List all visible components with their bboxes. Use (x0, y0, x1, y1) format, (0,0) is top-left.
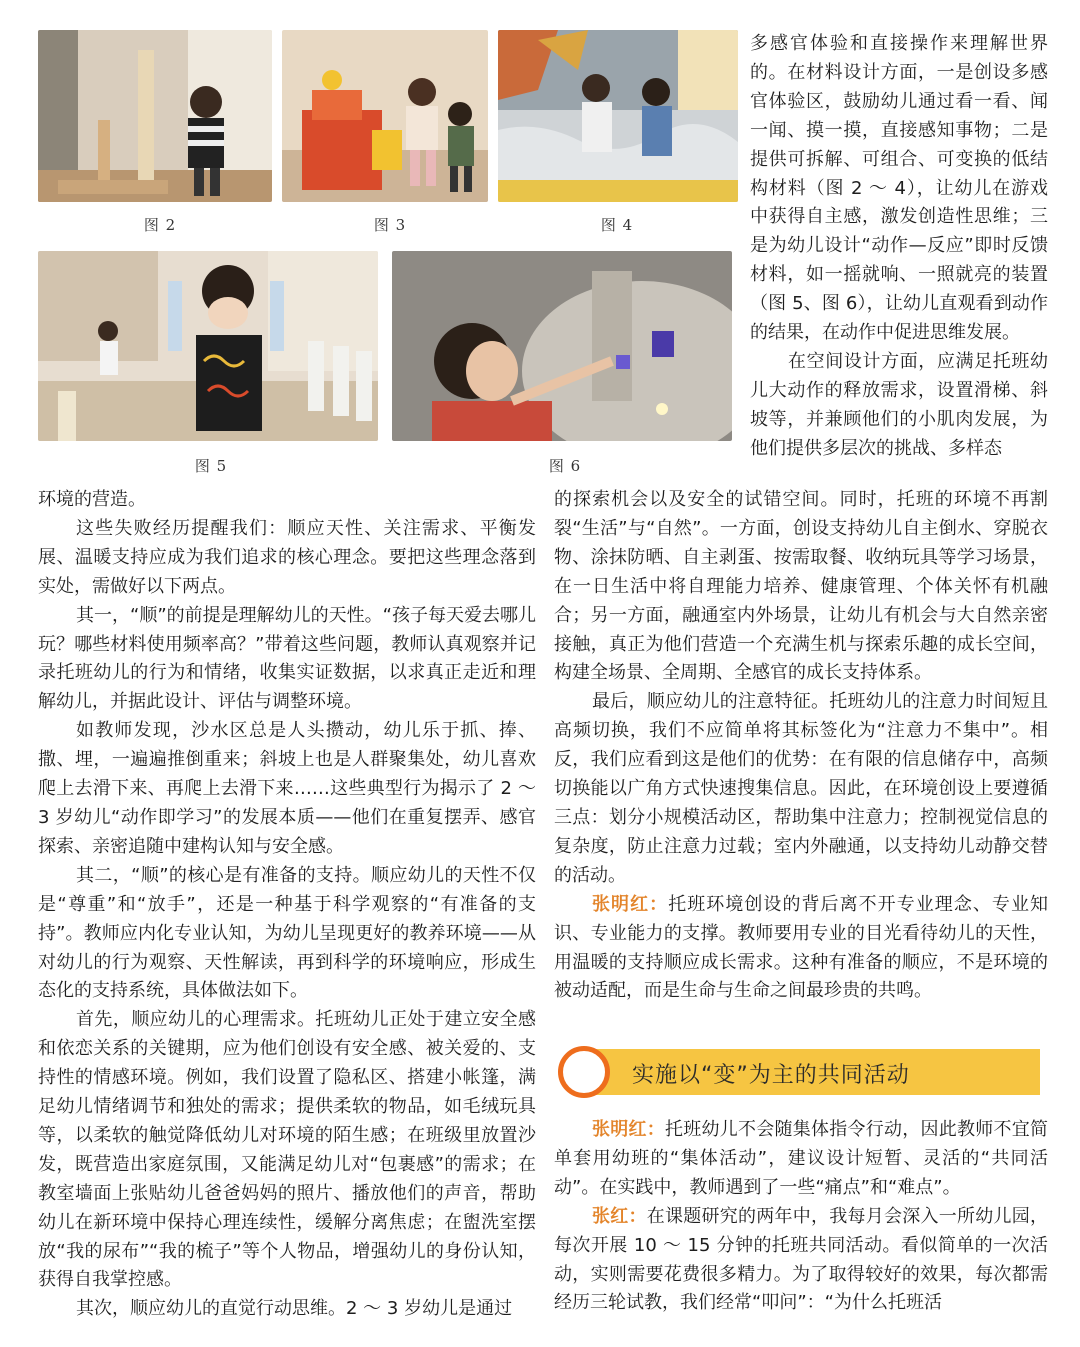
paragraph-text: 在课题研究的两年中，我每月会深入一所幼儿园，每次开展 10 ～ 15 分钟的托班共同活动。看似简单的一次活动，实则需要花费很多精力。为了取得较好的效果，每次都需经历三轮试教，我们经常“叩问”：“为什么托班活 (554, 1205, 1048, 1314)
paragraph: 最后，顺应幼儿的注意特征。托班幼儿的注意力时间短且高频切换，我们不应简单将其标签化为“注意力不集中”。相反，我们应看到这是他们的优势：在有限的信息储存中，高频切换能以广角方式快速搜集信息。因此，在环境创设上要遵循三点：划分小规模活动区，帮助集中注意力；控制视觉信息的复杂度，防止注意力过载；室内外融通，以支持幼儿动静交替的活动。 (554, 691, 1048, 886)
paragraph: 如教师发现，沙水区总是人头攒动，幼儿乐于抓、捧、撒、埋，一遍遍推倒重来；斜坡上也是人群聚集处，幼儿喜欢爬上去滑下来、再爬上去滑下来……这些典型行为揭示了 2 ～ 3 岁幼儿“动作即学习”的发展本质——他们在重复摆弄、感官探索、亲密追随中建构认知与安全感。 (38, 720, 536, 857)
figure-3-photo (282, 30, 488, 202)
paragraph: 这些失败经历提醒我们：顺应天性、关注需求、平衡发展、温暖支持应成为我们追求的核心理念。要把这些理念落到实处，需做好以下两点。 (38, 517, 536, 597)
paragraph: 的探索机会以及安全的试错空间。同时，托班的环境不再割裂“生活”与“自然”。一方面，创设支持幼儿自主倒水、穿脱衣物、涂抹防晒、自主剥蛋、按需取餐、收纳玩具等学习场景，在一日生活中将自理能力培养、健康管理、个体关怀有机融合；另一方面，融通室内外场景，让幼儿有机会与大自然亲密接触，真正为他们营造一个充满生机与探索乐趣的成长空间，构建全场景、全周期、全感官的成长支持体系。 (554, 489, 1048, 684)
left-column (38, 486, 536, 1324)
paragraph: 其二，“顺”的核心是有准备的支持。顺应幼儿的天性不仅是“尊重”和“放手”，还是一种基于科学观察的“有准备的支持”。教师应内化专业认知，为幼儿呈现更好的教养环境——从对幼儿的行为观察、天性解读，再到科学的环境响应，形成生态化的支持系统，具体做法如下。 (38, 864, 536, 1002)
paragraph (554, 1116, 1048, 1203)
figure-5-photo (38, 251, 378, 441)
paragraph: 首先，顺应幼儿的心理需求。托班幼儿正处于建立安全感和依恋关系的关键期，应为他们创设有安全感、被关爱的、支持性的情感环境。例如，我们设置了隐私区、搭建小帐篷，满足幼儿情绪调节和独处的需求；提供柔软的物品，如毛绒玩具等，以柔软的触觉降低幼儿对环境的陌生感；在班级里放置沙发，既营造出家庭氛围，又能满足幼儿对“包裹感”的需求；在教室墙面上张贴幼儿爸爸妈妈的照片、播放他们的声音，帮助幼儿在新环境中保持心理连续性，缓解分离焦虑；在盥洗室摆放“我的尿布”“我的梳子”等个人物品，增强幼儿的身份认知，获得自我掌控感。 (38, 1009, 536, 1291)
paragraph: 其次，顺应幼儿的直觉行动思维。2 ～ 3 岁幼儿是通过 (76, 1298, 513, 1320)
speaker-name: 张明红： (592, 893, 669, 915)
figure-3-caption: 图 3 (373, 216, 407, 234)
figure-6-caption: 图 6 (548, 457, 582, 475)
figure-4-caption: 图 4 (600, 216, 634, 234)
paragraph: 环境的营造。 (38, 489, 146, 510)
section-heading (552, 1040, 1044, 1110)
paragraph (554, 1203, 1048, 1319)
speaker-name: 张明红： (592, 1119, 665, 1140)
paragraph-text: 托班环境创设的背后离不开专业理念、专业知识、专业能力的支撑。教师要用专业的目光看待幼儿的天性，用温暖的支持顺应成长需求。这种有准备的顺应，不是环境的被动适配，而是生命与生命之间最珍贵的共鸣。 (554, 893, 1049, 1002)
right-column-upper (554, 486, 1048, 1006)
right-column-lower (554, 1116, 1048, 1318)
figure-2-caption: 图 2 (143, 216, 177, 234)
paragraph: 其一，“顺”的前提是理解幼儿的天性。“孩子每天爱去哪儿玩？哪些材料使用频率高？”带着这些问题，教师认真观察并记录托班幼儿的行为和情绪，收集实证数据，以求真正走近和理解幼儿，并据此设计、评估与调整环境。 (38, 604, 536, 713)
circle-icon (558, 1046, 610, 1098)
figure-6-photo (392, 251, 732, 441)
figure-2-photo (38, 30, 272, 202)
speaker-name: 张红： (592, 1205, 647, 1227)
figure-5-caption: 图 5 (194, 457, 228, 475)
paragraph: 在空间设计方面，应满足托班幼儿大动作的释放需求，设置滑梯、斜坡等，并兼顾他们的小肌肉发展，为他们提供多层次的挑战、多样态 (750, 350, 1048, 459)
figure-4-photo (498, 30, 738, 202)
paragraph-text: 托班幼儿不会随集体指令行动，因此教师不宜简单套用幼班的“集体活动”，建议设计短暂、灵活的“共同活动”。在实践中，教师遇到了一些“痛点”和“难点”。 (554, 1119, 1048, 1198)
section-title: 实施以“变”为主的共同活动 (632, 1063, 910, 1088)
paragraph: 多感官体验和直接操作来理解世界的。在材料设计方面，一是创设多感官体验区，鼓励幼儿通过看一看、闻一闻、摸一摸，直接感知事物；二是提供可拆解、可组合、可变换的低结构材料（图 2 ～ 4），让幼儿在游戏中获得自主感，激发创造性思维；三是为幼儿设计“动作—反应”即时反馈材料，如一摇就响、一照就亮的装置（图 5、图 6），让幼儿直观看到动作的结果，在动作中促进思维发展。 (750, 33, 1048, 344)
paragraph (554, 891, 1048, 1007)
right-top-column (750, 30, 1048, 464)
